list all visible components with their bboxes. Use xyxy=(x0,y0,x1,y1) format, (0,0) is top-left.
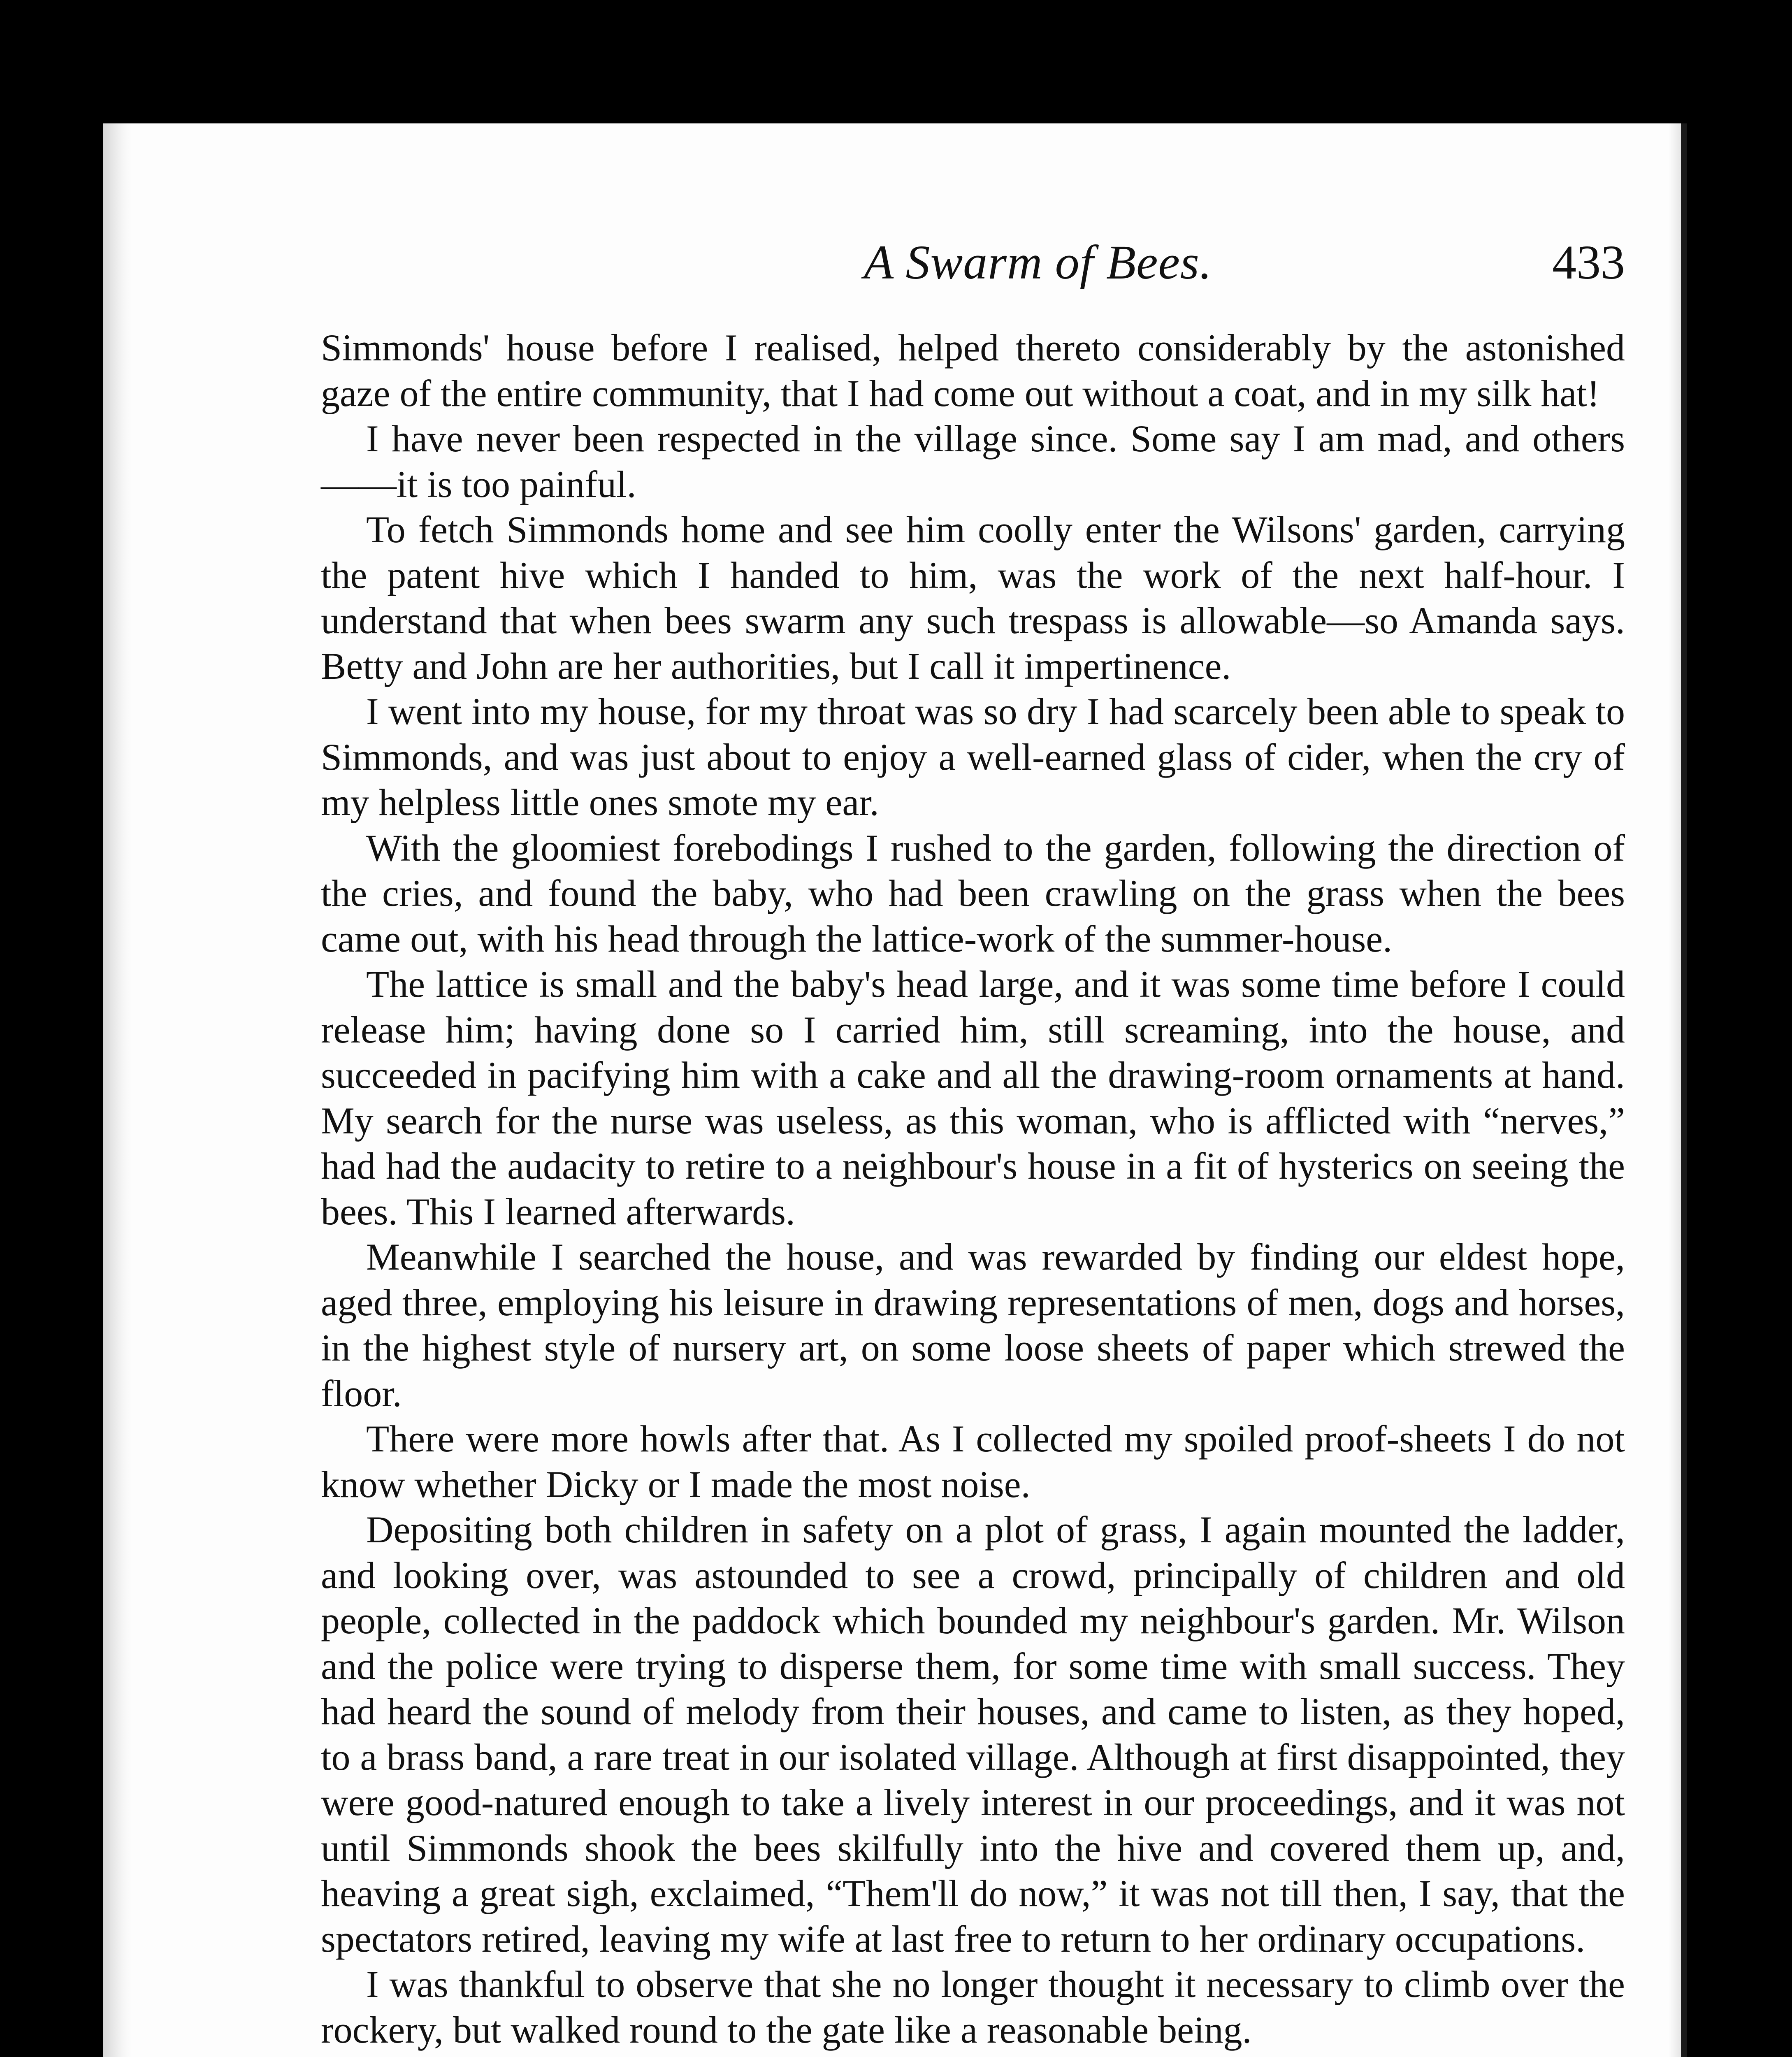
paragraph-8: There were more howls after that. As I collected my spoiled proof-sheets I do not know whether Dicky or I made the most noise. xyxy=(321,1418,1625,1505)
page-edge xyxy=(1681,123,1687,2057)
paragraph-2: I have never been respected in the village since. Some say I am mad, and others——it is too painful. xyxy=(321,418,1625,505)
paragraph-1: Simmonds' house before I realised, helped thereto considerably by the astonished gaze of the entire community, that I had come out without a coat, and in my silk hat! xyxy=(321,327,1625,414)
paragraph-4: I went into my house, for my throat was so dry I had scarcely been able to speak to Simmonds, and was just about to enjoy a well-earned glass of cider, when the cry of my helpless little ones smote my ear. xyxy=(321,690,1625,823)
page-gutter-shadow xyxy=(103,123,132,2057)
body-text xyxy=(321,325,1625,2052)
paragraph-7: Meanwhile I searched the house, and was rewarded by finding our eldest hope, aged three, employing his leisure in drawing representations of men, dogs and horses, in the highest style of nursery art, on some loose sheets of paper which strewed the floor. xyxy=(321,1236,1625,1414)
paragraph-9: Depositing both children in safety on a plot of grass, I again mounted the ladder, and looking over, was astounded to see a crowd, principally of children and old people, collected in the paddock which bounded my neighbour's garden. Mr. Wilson and the police were trying to disperse them, for some time with small success. They had heard the sound of melody from their houses, and came to listen, as they hoped, to a brass band, a rare treat in our isolated village. Although at first disappointed, they were good-natured enough to take a lively interest in our proceedings, and it was not until Simmonds shook the bees skilfully into the hive and covered them up, and, heaving a great sigh, exclaimed, “Them'll do now,” it was not till then, I say, that the spectators retired, leaving my wife at last free to return to her ordinary occupations. xyxy=(321,1509,1625,1960)
paragraph-5: With the gloomiest forebodings I rushed to the garden, following the direction of the cries, and found the baby, who had been crawling on the grass when the bees came out, with his head through the lattice-work of the summer-house. xyxy=(321,827,1625,960)
page-number: 433 xyxy=(1552,235,1625,289)
book-page xyxy=(103,123,1687,2057)
paragraph-6: The lattice is small and the baby's head large, and it was some time before I could release him; having done so I carried him, still screaming, into the house, and succeeded in pacifying him with a cake and all the drawing-room ornaments at hand. My search for the nurse was useless, as this woman, who is afflicted with “nerves,” had had the audacity to retire to a neighbour's house in a fit of hysterics on seeing the bees. This I learned afterwards. xyxy=(321,963,1625,1233)
paragraph-10: I was thankful to observe that she no longer thought it necessary to climb over the rockery, but walked round to the gate like a reasonable being. xyxy=(321,1963,1625,2051)
running-header xyxy=(321,234,1625,309)
page-edge-shadow xyxy=(1669,123,1681,2057)
running-title: A Swarm of Bees. xyxy=(864,235,1212,289)
paragraph-3: To fetch Simmonds home and see him coolly enter the Wilsons' garden, carrying the patent hive which I handed to him, was the work of the next half-hour. I understand that when bees swarm any such trespass is allowable—so Amanda says. Betty and John are her authorities, but I call it impertinence. xyxy=(321,508,1625,687)
